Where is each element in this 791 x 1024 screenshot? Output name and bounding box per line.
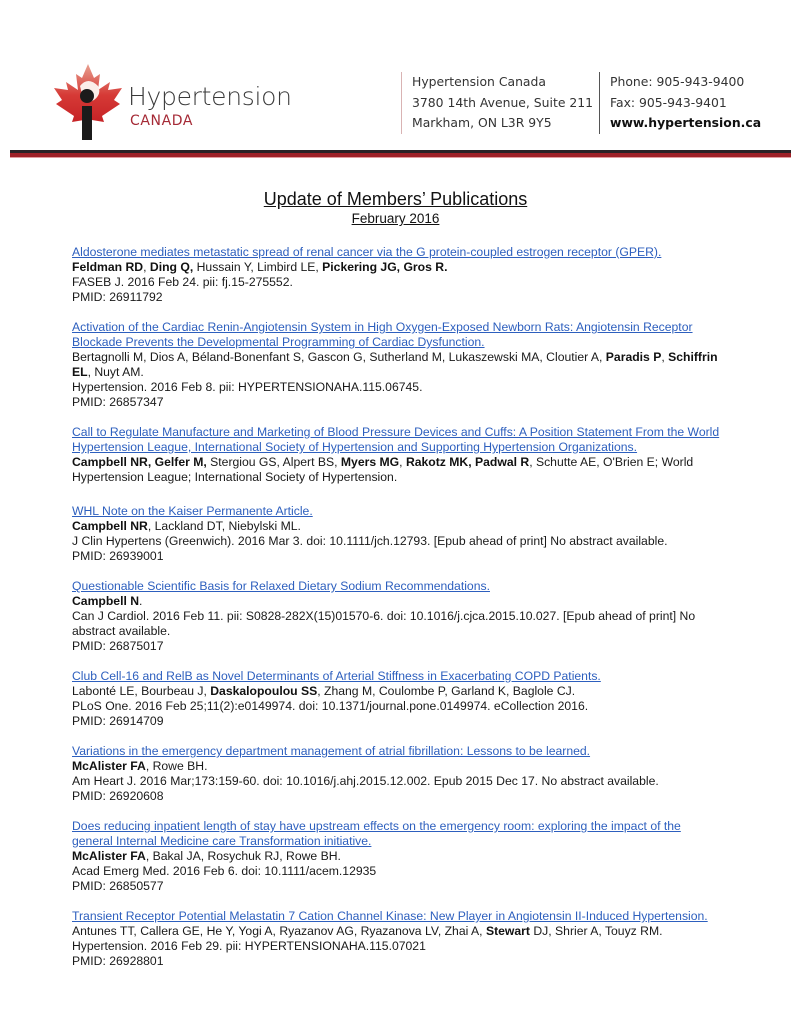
author-names: , Lackland DT, Niebylski ML. <box>147 519 301 533</box>
publication-pmid: PMID: 26911792 <box>72 290 163 304</box>
publication-item <box>72 425 722 485</box>
member-author-name: Stewart <box>485 924 530 938</box>
publication-title-link[interactable]: Variations in the emergency department management of atrial fibrillation: Lessons to be learned. <box>72 744 591 758</box>
publication-title-link[interactable]: WHL Note on the Kaiser Permanente Article. <box>72 504 313 518</box>
publication-authors <box>72 350 722 380</box>
author-names: Antunes TT, Callera GE, He Y, Yogi A, Ryazanov AG, Ryazanova LV, Zhai A, <box>72 924 486 938</box>
publication-item <box>72 909 722 969</box>
author-names: Bertagnolli M, Dios A, Béland-Bonenfant S, Gascon G, Sutherland M, Lukaszewski MA, Cloutier A, <box>72 350 606 364</box>
publication-authors <box>72 759 722 774</box>
website-link[interactable]: www.hypertension.ca <box>610 115 762 130</box>
publication-title-link[interactable]: Activation of the Cardiac Renin-Angiotensin System in High Oxygen-Exposed Newborn Rats: Angiotensin Receptor Blockade Prevents the Developmental Programming of Cardiac Dysfunction. <box>72 320 693 349</box>
org-name: Hypertension Canada <box>412 74 546 89</box>
publication-item <box>72 579 722 654</box>
page-title: Update of Members’ Publications <box>263 189 528 209</box>
member-author-name: Rakotz MK, Padwal R <box>405 455 530 469</box>
publication-item <box>72 744 722 804</box>
author-names: Hussain Y, Limbird LE, <box>193 260 323 274</box>
publication-citation: Acad Emerg Med. 2016 Feb 6. doi: 10.1111/acem.12935 <box>72 864 377 878</box>
member-author-name: Myers MG <box>340 455 400 469</box>
author-names: , <box>143 260 150 274</box>
author-names: Stergiou GS, Alpert BS, <box>206 455 341 469</box>
publication-item <box>72 320 722 410</box>
publication-title-link[interactable]: Questionable Scientific Basis for Relaxed Dietary Sodium Recommendations. <box>72 579 490 593</box>
publication-list <box>72 245 722 984</box>
address-block <box>401 72 593 134</box>
phone-number: Phone: 905-943-9400 <box>610 74 745 89</box>
publication-citation: FASEB J. 2016 Feb 24. pii: fj.15-275552. <box>72 275 293 289</box>
author-names: . <box>139 594 143 608</box>
author-names: , Schutte AE, O'Brien E; World Hypertension League; International Society of Hypertension. <box>72 455 694 484</box>
publication-citation: Can J Cardiol. 2016 Feb 11. pii: S0828-282X(15)01570-6. doi: 10.1016/j.cjca.2015.10.027. [Epub ahead of print] No abstract available. <box>72 609 696 638</box>
publication-authors <box>72 594 722 609</box>
publication-pmid: PMID: 26850577 <box>72 879 164 893</box>
member-author-name: Campbell NR <box>72 519 148 533</box>
fax-number: Fax: 905-943-9401 <box>610 94 727 110</box>
member-author-name: Daskalopoulou SS <box>210 684 318 698</box>
publication-pmid: PMID: 26920608 <box>72 789 164 803</box>
publication-citation: PLoS One. 2016 Feb 25;11(2):e0149974. doi: 10.1371/journal.pone.0149974. eCollection 2016. <box>72 699 589 713</box>
contact-block <box>599 72 761 134</box>
publication-authors <box>72 260 722 275</box>
member-author-name: Campbell N <box>72 594 140 608</box>
publication-title-link[interactable]: Club Cell-16 and RelB as Novel Determinants of Arterial Stiffness in Exacerbating COPD Patients. <box>72 669 601 683</box>
logo-wordmark: Hypertension <box>128 82 292 111</box>
author-names: , Zhang M, Coulombe P, Garland K, Baglole CJ. <box>317 684 576 698</box>
member-author-name: Ding Q, <box>149 260 194 274</box>
member-author-name: McAlister FA <box>72 849 146 863</box>
publication-citation: J Clin Hypertens (Greenwich). 2016 Mar 3. doi: 10.1111/jch.12793. [Epub ahead of print] No abstract available. <box>72 534 668 548</box>
author-names: , Bakal JA, Rosychuk RJ, Rowe BH. <box>145 849 341 863</box>
publication-authors <box>72 849 722 864</box>
author-names: , <box>661 350 669 364</box>
publication-title-link[interactable]: Transient Receptor Potential Melastatin 7 Cation Channel Kinase: New Player in Angiotensin II-Induced Hypertension. <box>72 909 708 923</box>
publication-authors <box>72 519 722 534</box>
publication-pmid: PMID: 26939001 <box>72 549 164 563</box>
publication-title-link[interactable]: Does reducing inpatient length of stay have upstream effects on the emergency room: exploring the impact of the general Internal Medicine care Transformation initiative. <box>72 819 681 848</box>
author-names: Labonté LE, Bourbeau J, <box>72 684 211 698</box>
publication-pmid: PMID: 26914709 <box>72 714 164 728</box>
hypertension-canada-logo <box>50 62 292 142</box>
logo-subtitle: CANADA <box>130 113 194 129</box>
publication-pmid: PMID: 26857347 <box>72 395 164 409</box>
author-names: DJ, Shrier A, Touyz RM. <box>529 924 663 938</box>
publication-item <box>72 819 722 894</box>
publication-title-link[interactable]: Aldosterone mediates metastatic spread of renal cancer via the G protein-coupled estrogen receptor (GPER). <box>72 245 662 259</box>
publication-citation: Am Heart J. 2016 Mar;173:159-60. doi: 10.1016/j.ahj.2015.12.002. Epub 2015 Dec 17. No abstract available. <box>72 774 659 788</box>
page-subtitle: February 2016 <box>351 211 440 226</box>
publication-pmid: PMID: 26928801 <box>72 954 164 968</box>
publication-item <box>72 669 722 729</box>
author-names: , Rowe BH. <box>145 759 208 773</box>
member-author-name: Pickering JG, Gros R. <box>322 260 448 274</box>
address-line-1: 3780 14th Avenue, Suite 211 <box>412 94 594 110</box>
member-author-name: McAlister FA <box>72 759 146 773</box>
publication-item <box>72 245 722 305</box>
author-names: , Nuyt AM. <box>87 365 144 379</box>
maple-leaf-i-icon <box>50 62 126 142</box>
member-author-name: Schiffrin EL <box>72 350 718 379</box>
author-names: , <box>399 455 406 469</box>
header-divider <box>10 150 791 158</box>
publication-citation: Hypertension. 2016 Feb 29. pii: HYPERTENSIONAHA.115.07021 <box>72 939 426 953</box>
publication-citation: Hypertension. 2016 Feb 8. pii: HYPERTENSIONAHA.115.06745. <box>72 380 423 394</box>
publication-item <box>72 504 722 564</box>
publication-authors <box>72 455 722 485</box>
publication-authors <box>72 924 722 939</box>
member-author-name: Feldman RD <box>72 260 144 274</box>
publication-authors <box>72 684 722 699</box>
letterhead <box>0 0 791 160</box>
publication-pmid: PMID: 26875017 <box>72 639 164 653</box>
member-author-name: Campbell NR, Gelfer M, <box>72 455 207 469</box>
address-line-2: Markham, ON L3R 9Y5 <box>412 115 552 130</box>
publication-title-link[interactable]: Call to Regulate Manufacture and Marketing of Blood Pressure Devices and Cuffs: A Position Statement From the World Hypertension League, International Society of Hypertension and Supporting Hypertension Organizations. <box>72 425 720 454</box>
member-author-name: Paradis P <box>605 350 662 364</box>
